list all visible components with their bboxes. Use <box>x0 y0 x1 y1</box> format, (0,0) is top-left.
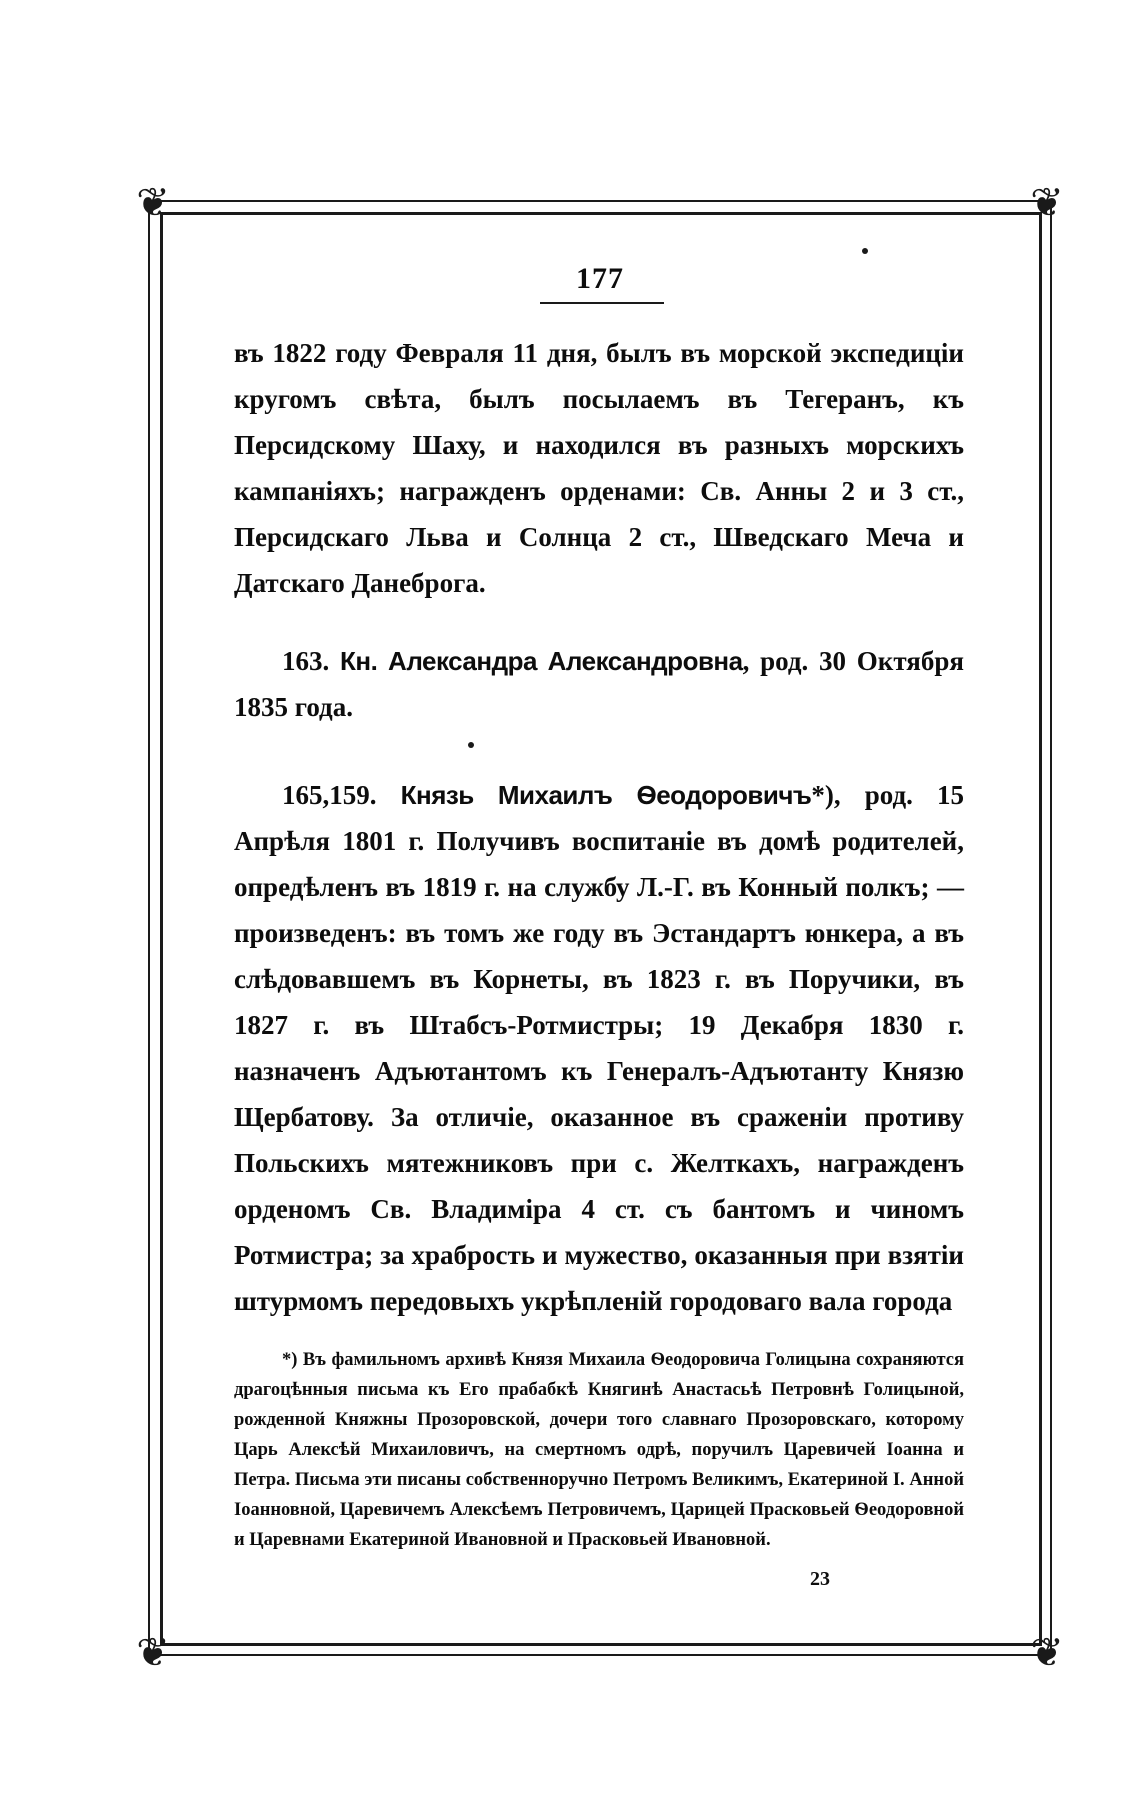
signature-number: 23 <box>810 1568 830 1590</box>
print-speck <box>468 742 474 748</box>
entry-text: , род. 30 Октября 1835 года. <box>234 646 964 722</box>
corner-ornament-icon: ❦ <box>136 1630 170 1675</box>
entry-number: 165,159. <box>282 780 377 810</box>
page-number-rule <box>540 302 664 304</box>
entry-163 <box>234 638 964 730</box>
print-speck <box>862 248 868 254</box>
entry-name: Кн. Александра Александровна <box>340 646 743 676</box>
entry-text: *), род. 15 Апрѣля 1801 г. Получивъ воспитаніе въ домѣ родителей, опредѣленъ въ 1819 г. на службу Л.-Г. въ Конный полкъ; — произведенъ: въ томъ же году въ Эстандартъ юнкера, а въ слѣдовавшемъ въ Корнеты, въ 1823 г. въ Поручики, въ 1827 г. въ Штабсъ-Ротмистры; 19 Декабря 1830 г. назначенъ Адъютантомъ къ Генералъ-Адъютанту Князю Щербатову. За отличіе, оказанное въ сраженіи противу Польскихъ мятежниковъ при с. Желткахъ, награжденъ орденомъ Св. Владиміра 4 ст. съ бантомъ и чиномъ Ротмистра; за храбрость и мужество, оказанныя при взятіи штурмомъ передовыхъ укрѣпленій городоваго вала города <box>234 780 965 1316</box>
entry-165-159 <box>234 772 964 1324</box>
entry-number: 163. <box>282 646 330 676</box>
corner-ornament-icon: ❦ <box>1030 180 1064 225</box>
corner-ornament-icon: ❦ <box>136 180 170 225</box>
corner-ornament-icon: ❦ <box>1030 1630 1064 1675</box>
footnote: *) Въ фамильномъ архивѣ Князя Михаила Ѳеодоровича Голицына сохраняются драгоцѣнныя письма къ Его прабабкѣ Княгинѣ Анастасьѣ Петровнѣ Голицыной, рожденной Княжны Прозоровской, дочери того славнаго Прозоровскаго, которому Царь Алексѣй Михаиловичъ, на смертномъ одрѣ, поручилъ Царевичей Іоанна и Петра. Письма эти писаны собственноручно Петромъ Великимъ, Екатериной I. Анной Іоанновной, Царевичемъ Алексѣемъ Петровичемъ, Царицей Прасковьей Ѳеодоровной и Царевнами Екатериной Ивановной и Прасковьей Ивановной. <box>234 1350 964 1550</box>
paragraph-continuation: въ 1822 году Февраля 11 дня, былъ въ морской экспедиціи кругомъ свѣта, былъ посылаемъ въ Тегеранъ, къ Персидскому Шаху, и находился въ разныхъ морскихъ кампаніяхъ; награжденъ орденами: Св. Анны 2 и 3 ст., Персидскаго Льва и Солнца 2 ст., Шведскаго Меча и Датскаго Данеброга. <box>234 338 964 598</box>
entry-name: Князь Михаилъ Ѳеодоровичъ <box>400 780 812 810</box>
page-number: 177 <box>576 262 624 295</box>
